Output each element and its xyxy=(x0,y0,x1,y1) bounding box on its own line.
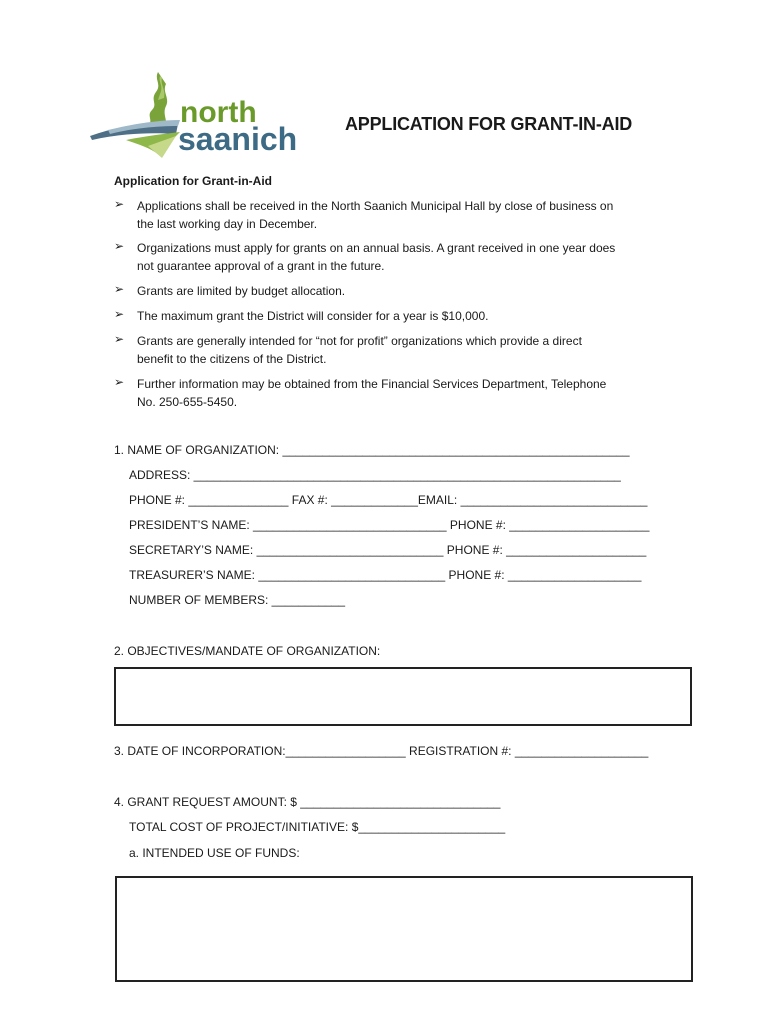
arrow-bullet-icon: ➢ xyxy=(114,375,125,389)
grant-request-amount-field[interactable]: 4. GRANT REQUEST AMOUNT: $ ______________________________ xyxy=(114,795,501,809)
organization-name-field[interactable]: 1. NAME OF ORGANIZATION: ____________________________________________________ xyxy=(114,443,630,457)
address-field[interactable]: ADDRESS: ________________________________________________________________ xyxy=(129,468,621,482)
number-of-members-field[interactable]: NUMBER OF MEMBERS: ___________ xyxy=(129,593,346,607)
intended-use-label: a. INTENDED USE OF FUNDS: xyxy=(129,846,300,860)
intended-use-textbox[interactable] xyxy=(115,876,693,982)
incorporation-registration-field[interactable]: 3. DATE OF INCORPORATION:__________________ REGISTRATION #: ____________________ xyxy=(114,744,649,758)
objectives-textbox[interactable] xyxy=(114,667,692,726)
arrow-bullet-icon: ➢ xyxy=(114,332,125,346)
north-saanich-logo xyxy=(88,70,318,158)
total-project-cost-field[interactable]: TOTAL COST OF PROJECT/INITIATIVE: $______________________ xyxy=(129,820,506,834)
president-field[interactable]: PRESIDENT’S NAME: _____________________________ PHONE #: _____________________ xyxy=(129,518,650,532)
objectives-label: 2. OBJECTIVES/MANDATE OF ORGANIZATION: xyxy=(114,644,381,658)
bullet-line: Grants are limited by budget allocation. xyxy=(137,284,346,298)
bullet-line: the last working day in December. xyxy=(137,217,318,231)
bullet-line: not guarantee approval of a grant in the future. xyxy=(137,259,385,273)
phone-fax-email-field[interactable]: PHONE #: _______________ FAX #: _____________EMAIL: ____________________________ xyxy=(129,493,648,507)
secretary-field[interactable]: SECRETARY’S NAME: ____________________________ PHONE #: _____________________ xyxy=(129,543,647,557)
logo-word-saanich: saanich xyxy=(178,121,298,157)
bullet-line: benefit to the citizens of the District. xyxy=(137,352,327,366)
arrow-bullet-icon: ➢ xyxy=(114,282,125,296)
bullet-line: The maximum grant the District will consider for a year is $10,000. xyxy=(137,309,489,323)
arrow-bullet-icon: ➢ xyxy=(114,197,125,211)
bullet-line: Applications shall be received in the North Saanich Municipal Hall by close of business on xyxy=(137,199,614,213)
bullet-line: Grants are generally intended for “not for profit” organizations which provide a direct xyxy=(137,334,582,348)
section-subheading: Application for Grant-in-Aid xyxy=(114,174,272,188)
arrow-bullet-icon: ➢ xyxy=(114,239,125,253)
page-title: APPLICATION FOR GRANT-IN-AID xyxy=(345,114,633,134)
arrow-bullet-icon: ➢ xyxy=(114,307,125,321)
bullet-line: No. 250-655-5450. xyxy=(137,395,238,409)
bullet-line: Further information may be obtained from the Financial Services Department, Telephone xyxy=(137,377,607,391)
treasurer-field[interactable]: TREASURER’S NAME: ____________________________ PHONE #: ____________________ xyxy=(129,568,642,582)
bullet-line: Organizations must apply for grants on an annual basis. A grant received in one year does xyxy=(137,241,616,255)
logo-word-north: north xyxy=(180,96,257,129)
